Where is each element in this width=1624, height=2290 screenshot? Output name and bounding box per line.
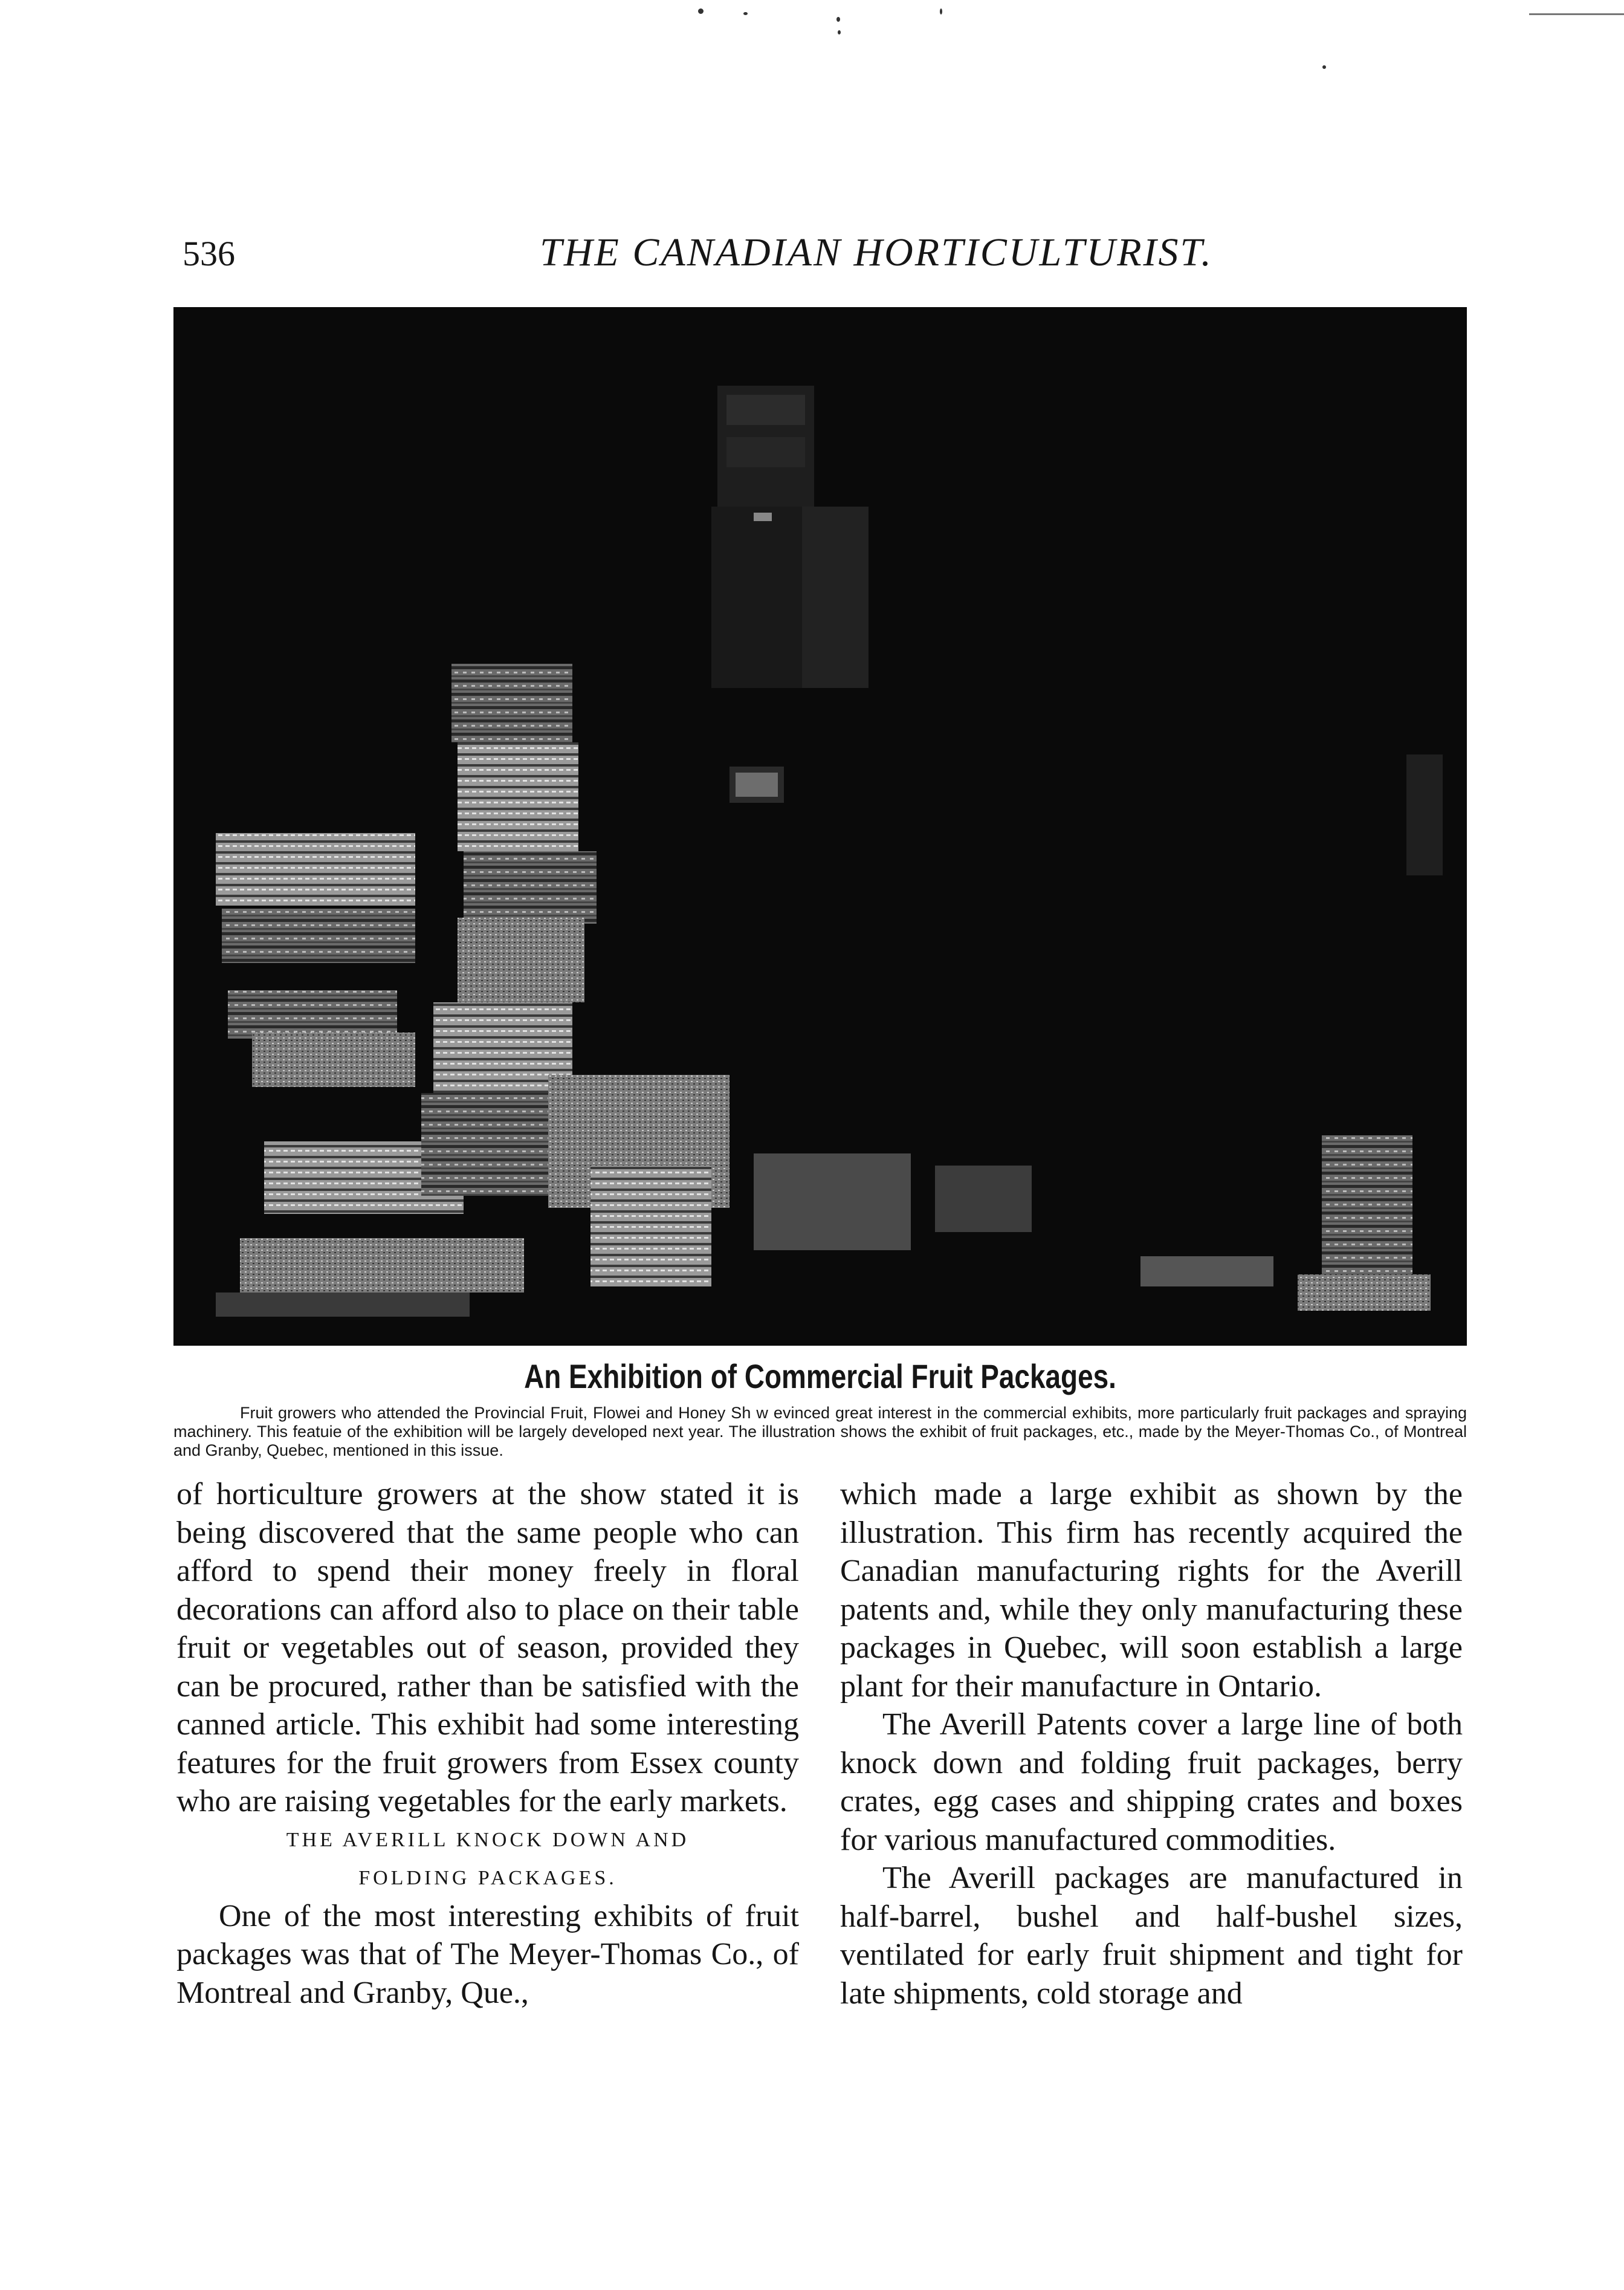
- section-heading-line-1: THE AVERILL KNOCK DOWN AND: [286, 1828, 690, 1851]
- scan-speck: [836, 17, 840, 22]
- right-paragraph-1: which made a large exhibit as shown by the illustration. This firm has recently acquired the Canadian manufacturing rights for the Averill patents and, while they only manufacturing these packages in Quebec, will soon establish a large plant for their manufacture in Ontario.: [840, 1477, 1463, 1704]
- figure-title: An Exhibition of Commercial Fruit Packages.: [524, 1357, 1116, 1395]
- left-paragraph-1: of horticulture growers at the show stated it is being discovered that the same people who can afford to spend their money freely in floral decorations can afford also to place on their table fruit or vegetables out of season, provided they can be procured, rather than be satisfied with the canned article. This exhibit had some interesting features for the fruit growers from Essex county who are raising vegetables for the early markets.: [176, 1477, 799, 1818]
- right-paragraph-3: The Averill packages are manufactured in half-barrel, bushel and half-bushel sizes, ventilated for early fruit shipment and tight for late shipments, cold storage and: [840, 1861, 1463, 2011]
- section-heading-line-2: FOLDING PACKAGES.: [358, 1866, 617, 1889]
- scan-speck: [743, 12, 748, 15]
- left-paragraph-2: One of the most interesting exhibits of fruit packages was that of The Meyer-Thomas Co., of Montreal and Granby, Que.,: [176, 1898, 799, 2010]
- right-column: [840, 1475, 1463, 2013]
- left-column: [176, 1475, 799, 2012]
- scan-speck: [940, 8, 942, 15]
- scan-speck: [838, 30, 841, 34]
- scan-speck: [698, 8, 704, 14]
- scan-edge-rule: [1529, 13, 1624, 15]
- page-number: 536: [183, 234, 235, 273]
- right-paragraph-2: The Averill Patents cover a large line of both knock down and folding fruit packages, berry crates, egg cases and shipping crates and boxes for various manufactured commodities.: [840, 1707, 1463, 1857]
- exhibit-photograph: [173, 307, 1467, 1346]
- photo-drawing: [173, 307, 1467, 1346]
- scan-speck: [1322, 65, 1326, 69]
- running-title: THE CANADIAN HORTICULTURIST.: [540, 230, 1213, 274]
- figure-caption: Fruit growers who attended the Provincial Fruit, Flowei and Honey Sh w evinced great interest in the commercial exhibits, more particularly fruit packages and spraying machinery. This featuie of the exhibition will be largely developed next year. The illustration shows the exhibit of fruit packages, etc., made by the Meyer-Thomas Co., of Montreal and Granby, Quebec, mentioned in this issue.: [173, 1404, 1467, 1459]
